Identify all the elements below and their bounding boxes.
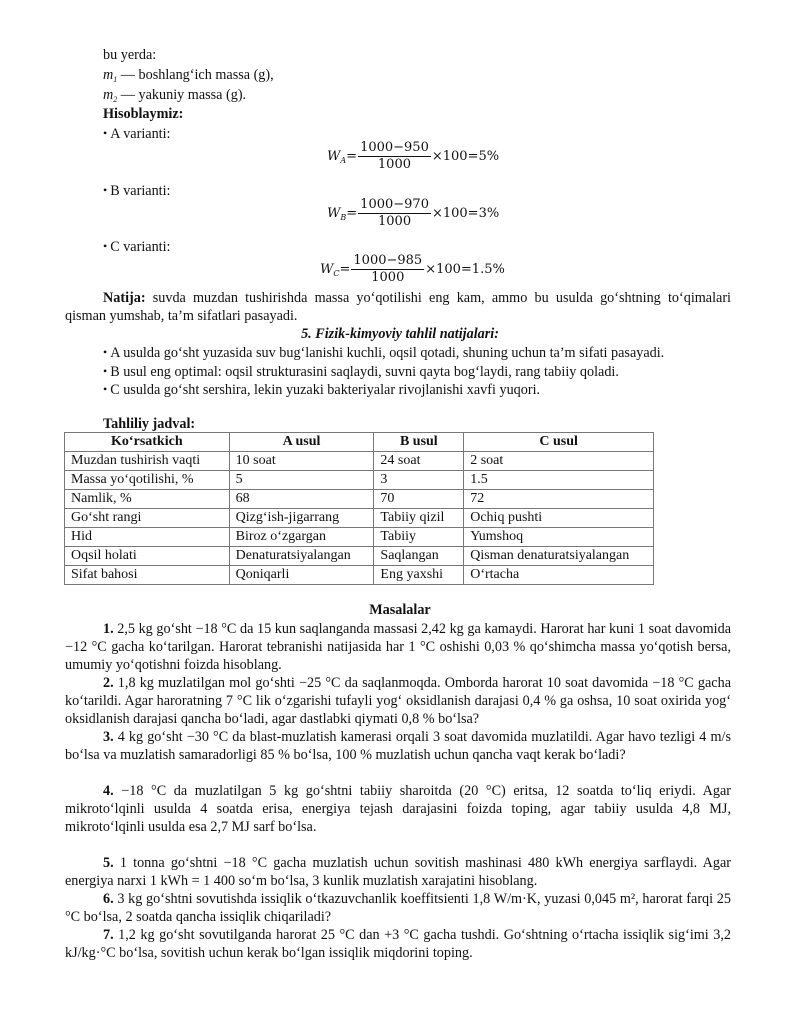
formula-b-fraction — [358, 197, 431, 230]
variant-a-text: A varianti: — [110, 126, 171, 142]
problem-1 — [65, 620, 731, 674]
formula-a-rest: ×100=5% — [431, 149, 500, 164]
problem-text: −18 °C da muzlatilgan 5 kg go‘shtni tabiiy sharoitda (20 °C) eritsa, 12 soatda to‘liq eriydi. Agar mikroto‘lqinli usulda 4 soatda erisa, energiya tejash darajasini foizda toping, agar tabiiy usulda 4,8 MJ, mikroto‘lqinli usulda esa 2,7 MJ sarf bo‘lsa. — [65, 783, 731, 835]
table-row — [65, 566, 654, 585]
problem-4 — [65, 782, 731, 836]
problem-6 — [65, 890, 731, 926]
table-cell: Sifat bahosi — [65, 566, 230, 585]
table-cell: Qoniqarli — [229, 566, 374, 585]
table-cell: Muzdan tushirish vaqti — [65, 452, 230, 471]
table-row — [65, 471, 654, 490]
formula-a-w: W — [327, 149, 341, 164]
formula-a-fraction — [358, 140, 431, 173]
bullet-icon: • — [103, 345, 108, 359]
variant-c-label — [103, 237, 171, 256]
table-cell: Massa yo‘qotilishi, % — [65, 471, 230, 490]
problem-text: 3 kg go‘shtni sovutishda issiqlik o‘tkazuvchanlik koeffitsienti 1,8 W/m·K, yuzasi 0,045 m², harorat farqi 25 °C bo‘lsa, 2 soatda qancha issiqlik chiqariladi? — [65, 891, 731, 925]
table-header-cell: Ko‘rsatkich — [65, 433, 230, 452]
formula-c-eq: = — [339, 262, 351, 277]
natija-text: suvda muzdan tushirishda massa yo‘qotilishi eng kam, ammo bu usulda go‘shtning to‘qimalari qisman yumshab, ta’m sifatlari pasayadi. — [65, 290, 731, 324]
formula-c-sub: C — [333, 269, 340, 278]
table-cell: 2 soat — [464, 452, 654, 471]
bu-yerda-text: bu yerda: — [103, 47, 157, 63]
table-cell: Oqsil holati — [65, 547, 230, 566]
section5-bullet-c — [103, 380, 540, 399]
section5-title: 5. Fizik-kimyoviy tahlil natijalari: — [301, 326, 499, 342]
bullet-icon: • — [103, 239, 108, 253]
formula-c — [320, 253, 505, 286]
table-cell: Yumshoq — [464, 528, 654, 547]
formula-b-denominator: 1000 — [378, 214, 412, 229]
formula-b-sub: B — [340, 213, 347, 222]
problem-text: 4 kg go‘sht −30 °C da blast-muzlatish kamerasi orqali 3 soat davomida muzlatildi. Agar havo tezligi 4 m/s bo‘lsa va muzlatish samaradorligi 85 % bo‘lsa, 100 % muzlatish uchun qancha vaqt kerak bo‘ladi? — [65, 729, 731, 763]
table-cell: Denaturatsiyalangan — [229, 547, 374, 566]
table-cell: 5 — [229, 471, 374, 490]
table-cell: O‘rtacha — [464, 566, 654, 585]
formula-b — [327, 197, 499, 230]
m2-subscript: 2 — [113, 95, 118, 104]
formula-b-numerator: 1000−970 — [360, 197, 429, 212]
formula-c-denominator: 1000 — [371, 270, 405, 285]
problem-number: 3. — [103, 729, 114, 745]
table-cell: Eng yaxshi — [374, 566, 464, 585]
table-header-cell: B usul — [374, 433, 464, 452]
bullet-icon: • — [103, 382, 108, 396]
formula-c-fraction — [351, 253, 424, 286]
problem-text: 1,8 kg muzlatilgan mol go‘shti −25 °C da saqlanmoqda. Omborda harorat 10 soat davomida −18 °C gacha ko‘tarildi. Agar haroratning 7 °C lik o‘zgarishi tufayli yog‘ oksidlanish darajasi 0,4 % ga oshsa, 10 soat oxirida yog‘ oksidlanish darajasi qancha bo‘ladi, agar dastlabki qiymati 0,8 % bo‘lsa? — [65, 675, 731, 727]
table-cell: 70 — [374, 490, 464, 509]
formula-a-denominator: 1000 — [377, 157, 411, 172]
table-header-cell: C usul — [464, 433, 654, 452]
table-caption: Tahliliy jadval: — [103, 416, 196, 432]
table-cell: Hid — [65, 528, 230, 547]
table-cell: Saqlangan — [374, 547, 464, 566]
table-cell: Ochiq pushti — [464, 509, 654, 528]
problem-number: 2. — [103, 675, 114, 691]
table-cell: Tabiiy qizil — [374, 509, 464, 528]
problem-number: 4. — [103, 783, 114, 799]
bullet-icon: • — [103, 364, 108, 378]
variant-b-text: B varianti: — [110, 183, 171, 199]
masalalar-title: Masalalar — [369, 602, 431, 618]
table-cell: 10 soat — [229, 452, 374, 471]
m1-subscript: 1 — [113, 75, 118, 84]
variant-b-label — [103, 181, 171, 200]
table-cell: Qizg‘ish-jigarrang — [229, 509, 374, 528]
problem-text: 1 tonna go‘shtni −18 °C gacha muzlatish uchun sovitish mashinasi 480 kWh energiya sarflaydi. Agar energiya narxi 1 kWh = 1 400 so‘m bo‘lsa, 3 kunlik muzlatish xarajatini hisoblang. — [65, 855, 731, 889]
table-cell: 1.5 — [464, 471, 654, 490]
variant-a-label — [103, 124, 171, 143]
bullet-icon: • — [103, 183, 108, 197]
analysis-table — [64, 432, 654, 585]
section5-bullet-a — [103, 343, 664, 362]
table-row — [65, 452, 654, 471]
problem-number: 7. — [103, 927, 114, 943]
m1-symbol: m — [103, 67, 114, 83]
table-row — [65, 528, 654, 547]
table-cell: Tabiiy — [374, 528, 464, 547]
problem-number: 5. — [103, 855, 114, 871]
hisoblaymiz-heading: Hisoblaymiz: — [103, 106, 184, 122]
formula-a-numerator: 1000−950 — [360, 140, 429, 155]
table-cell: Go‘sht rangi — [65, 509, 230, 528]
section5-bullet-b-text: B usul eng optimal: oqsil strukturasini saqlaydi, suvni qayta bog‘laydi, rang tabiiy qoladi. — [110, 364, 619, 380]
table-header-row — [65, 433, 654, 452]
natija-label: Natija: — [103, 290, 146, 306]
m2-text: — yakuniy massa (g). — [117, 87, 247, 103]
formula-c-numerator: 1000−985 — [353, 253, 423, 268]
problem-3 — [65, 728, 731, 764]
m2-symbol: m — [103, 87, 114, 103]
formula-b-w: W — [327, 206, 341, 221]
problem-number: 6. — [103, 891, 114, 907]
bullet-icon: • — [103, 126, 108, 140]
table-row — [65, 547, 654, 566]
table-cell: Namlik, % — [65, 490, 230, 509]
formula-a-eq: = — [346, 149, 358, 164]
formula-a-sub: A — [340, 156, 347, 165]
table-header-cell: A usul — [229, 433, 374, 452]
table-cell: Biroz o‘zgargan — [229, 528, 374, 547]
formula-b-eq: = — [346, 206, 358, 221]
variant-c-text: C varianti: — [110, 239, 171, 255]
table-cell: 3 — [374, 471, 464, 490]
section5-bullet-b — [103, 362, 619, 381]
table-cell: 68 — [229, 490, 374, 509]
formula-c-rest: ×100=1.5% — [425, 262, 505, 277]
problem-7 — [65, 926, 731, 962]
problem-2 — [65, 674, 731, 728]
table-cell: 24 soat — [374, 452, 464, 471]
table-cell: Qisman denaturatsiyalangan — [464, 547, 654, 566]
formula-c-w: W — [320, 262, 334, 277]
m1-text: — boshlang‘ich massa (g), — [117, 67, 274, 83]
table-row — [65, 490, 654, 509]
problem-text: 2,5 kg go‘sht −18 °C da 15 kun saqlanganda massasi 2,42 kg ga kamaydi. Harorat har kuni 1 soat davomida −12 °C gacha ko‘tarilgan. Harorat tebranishi natijasida har 1 °C oshishi 0,03 % qo‘shimcha massa yo‘qotish bersa, umumiy yo‘qotishni foizda hisoblang. — [65, 621, 731, 673]
natija-paragraph — [65, 289, 731, 325]
problem-5 — [65, 854, 731, 890]
formula-a — [327, 140, 499, 173]
section5-bullet-a-text: A usulda go‘sht yuzasida suv bug‘lanishi kuchli, oqsil qotadi, shuning uchun ta’m sifati pasayadi. — [110, 345, 665, 361]
table-cell: 72 — [464, 490, 654, 509]
formula-b-rest: ×100=3% — [431, 206, 500, 221]
problem-text: 1,2 kg go‘sht sovutilganda harorat 25 °C dan +3 °C gacha tushdi. Go‘shtning o‘rtacha issiqlik sig‘imi 3,2 kJ/kg·°C bo‘lsa, sovitish uchun kerak bo‘lgan issiqlik miqdorini toping. — [65, 927, 731, 961]
section5-bullet-c-text: C usulda go‘sht sershira, lekin yuzaki bakteriyalar rivojlanishi xavfi yuqori. — [110, 382, 541, 398]
table-row — [65, 509, 654, 528]
problem-number: 1. — [103, 621, 114, 637]
